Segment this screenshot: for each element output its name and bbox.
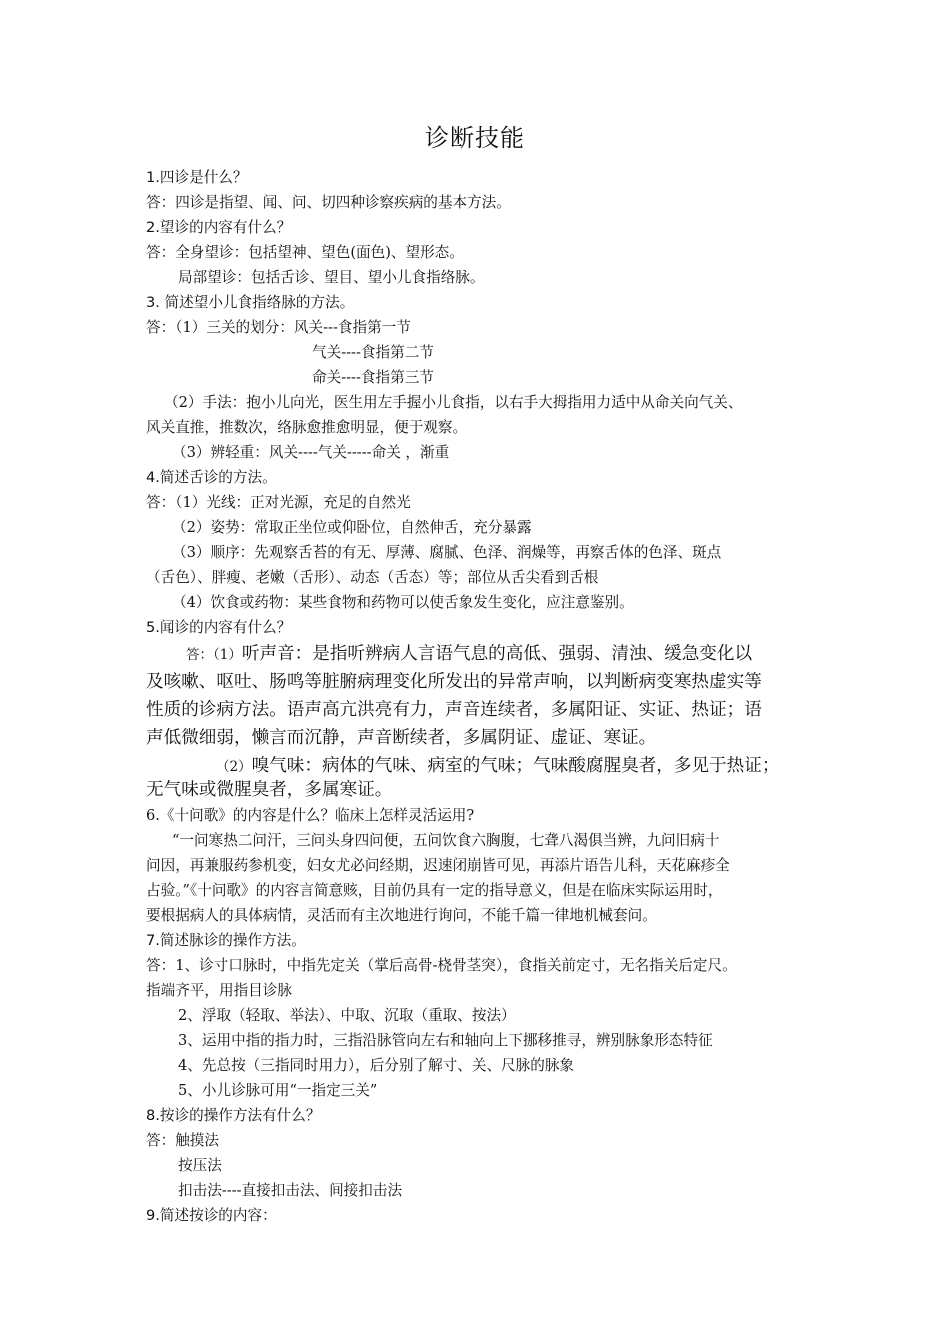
- page-title: 诊断技能: [425, 124, 525, 152]
- answer-2-line-2: 局部望诊：包括舌诊、望目、望小儿食指络脉。: [178, 269, 485, 286]
- answer-2-line-1: 答：全身望诊：包括望神、望色(面色)、望形态。: [146, 244, 464, 261]
- answer-6-line-3: 占验。”《十问歌》的内容言简意赅，目前仍具有一定的指导意义，但是在临床实际运用时，: [146, 882, 723, 899]
- question-2: 2.望诊的内容有什么？: [146, 219, 292, 236]
- answer-3-line-2: 气关----食指第二节: [312, 344, 434, 361]
- answer-4-line-3: （3）顺序：先观察舌苔的有无、厚薄、腐腻、色泽、润燥等，再察舌体的色泽、斑点: [172, 544, 722, 561]
- answer-3-line-1: 答：（1）三关的划分：风关---食指第一节: [146, 319, 411, 336]
- answer-7-line-3: 2、浮取（轻取、举法）、中取、沉取（重取、按法）: [178, 1007, 516, 1024]
- question-9: 9.简述按诊的内容：: [146, 1207, 277, 1224]
- answer-6-line-4: 要根据病人的具体病情，灵活而有主次地进行询问，不能千篇一律地机械套问。: [146, 907, 657, 924]
- answer-5-marker-1: 答：（1）: [186, 647, 242, 663]
- answer-7-line-6: 5、小儿诊脉可用“一指定三关”: [178, 1082, 378, 1099]
- answer-5-line-3: 性质的诊病方法。语声高亢洪亮有力，声音连续者，多属阳证、实证、热证；语: [146, 700, 762, 720]
- answer-6-line-1: “一问寒热二问汗，三问头身四问便，五问饮食六胸腹，七聋八渴俱当辨，九问旧病十: [172, 832, 720, 849]
- question-1: 1.四诊是什么？: [146, 169, 248, 186]
- question-5: 5.闻诊的内容有什么？: [146, 619, 292, 636]
- question-3: 3. 简述望小儿食指络脉的方法。: [146, 294, 355, 311]
- answer-7-line-2: 指端齐平，用指目诊脉: [146, 982, 292, 999]
- answer-5-text-1: 听声音：是指听辨病人言语气息的高低、强弱、清浊、缓急变化以: [241, 644, 753, 664]
- answer-4-line-1: 答：（1）光线：正对光源，充足的自然光: [146, 494, 411, 511]
- answer-6-line-2: 问因，再兼服药参机变，妇女尤必问经期，迟速闭崩皆可见，再添片语告儿科，天花麻疹全: [146, 857, 730, 874]
- answer-7-line-1: 答：1、诊寸口脉时，中指先定关（掌后高骨-桡骨茎突），食指关前定寸，无名指关后定尺。: [146, 957, 737, 974]
- answer-1: 答：四诊是指望、闻、问、切四种诊察疾病的基本方法。: [146, 194, 511, 211]
- answer-5-text-5: 嗅气味：病体的气味、病室的气味；气味酸腐腥臭者，多见于热证；: [251, 756, 780, 776]
- answer-3-line-6: （3）辨轻重：风关----气关-----命关 ，渐重: [172, 444, 450, 461]
- answer-3-line-4: （2）手法：抱小儿向光，医生用左手握小儿食指，以右手大拇指用力适中从命关向气关、: [164, 394, 743, 411]
- answer-3-line-3: 命关----食指第三节: [312, 369, 434, 386]
- answer-5-line-1: [186, 642, 752, 667]
- answer-5-line-5: [216, 754, 779, 779]
- answer-8-line-1: 答：触摸法: [146, 1132, 219, 1149]
- answer-7-line-4: 3、运用中指的指力时，三指沿脉管向左右和轴向上下挪移推寻，辨别脉象形态特征: [178, 1032, 713, 1049]
- answer-5-line-6: 无气味或微腥臭者，多属寒证。: [146, 780, 393, 800]
- answer-5-line-4: 声低微细弱，懒言而沉静，声音断续者，多属阴证、虚证、寒证。: [146, 728, 657, 748]
- question-7: 7.简述脉诊的操作方法。: [146, 932, 306, 949]
- question-6: 6.《十问歌》的内容是什么？临床上怎样灵活运用?: [146, 807, 475, 824]
- answer-5-marker-2: （2）: [216, 759, 252, 775]
- answer-3-line-5: 风关直推，推数次，络脉愈推愈明显，便于观察。: [146, 419, 468, 436]
- answer-4-line-2: （2）姿势：常取正坐位或仰卧位，自然伸舌，充分暴露: [172, 519, 532, 536]
- question-8: 8.按诊的操作方法有什么？: [146, 1107, 321, 1124]
- answer-8-line-3: 扣击法----直接扣击法、间接扣击法: [178, 1182, 403, 1199]
- question-4: 4.简述舌诊的方法。: [146, 469, 277, 486]
- answer-8-line-2: 按压法: [178, 1157, 222, 1174]
- answer-4-line-5: （4）饮食或药物：某些食物和药物可以使舌象发生变化，应注意鉴别。: [172, 594, 634, 611]
- answer-5-line-2: 及咳嗽、呕吐、肠鸣等脏腑病理变化所发出的异常声响，以判断病变寒热虚实等: [146, 672, 762, 692]
- answer-4-line-4: （舌色）、胖瘦、老嫩（舌形）、动态（舌态）等；部位从舌尖看到舌根: [146, 569, 599, 586]
- answer-7-line-5: 4、先总按（三指同时用力），后分别了解寸、关、尺脉的脉象: [178, 1057, 575, 1074]
